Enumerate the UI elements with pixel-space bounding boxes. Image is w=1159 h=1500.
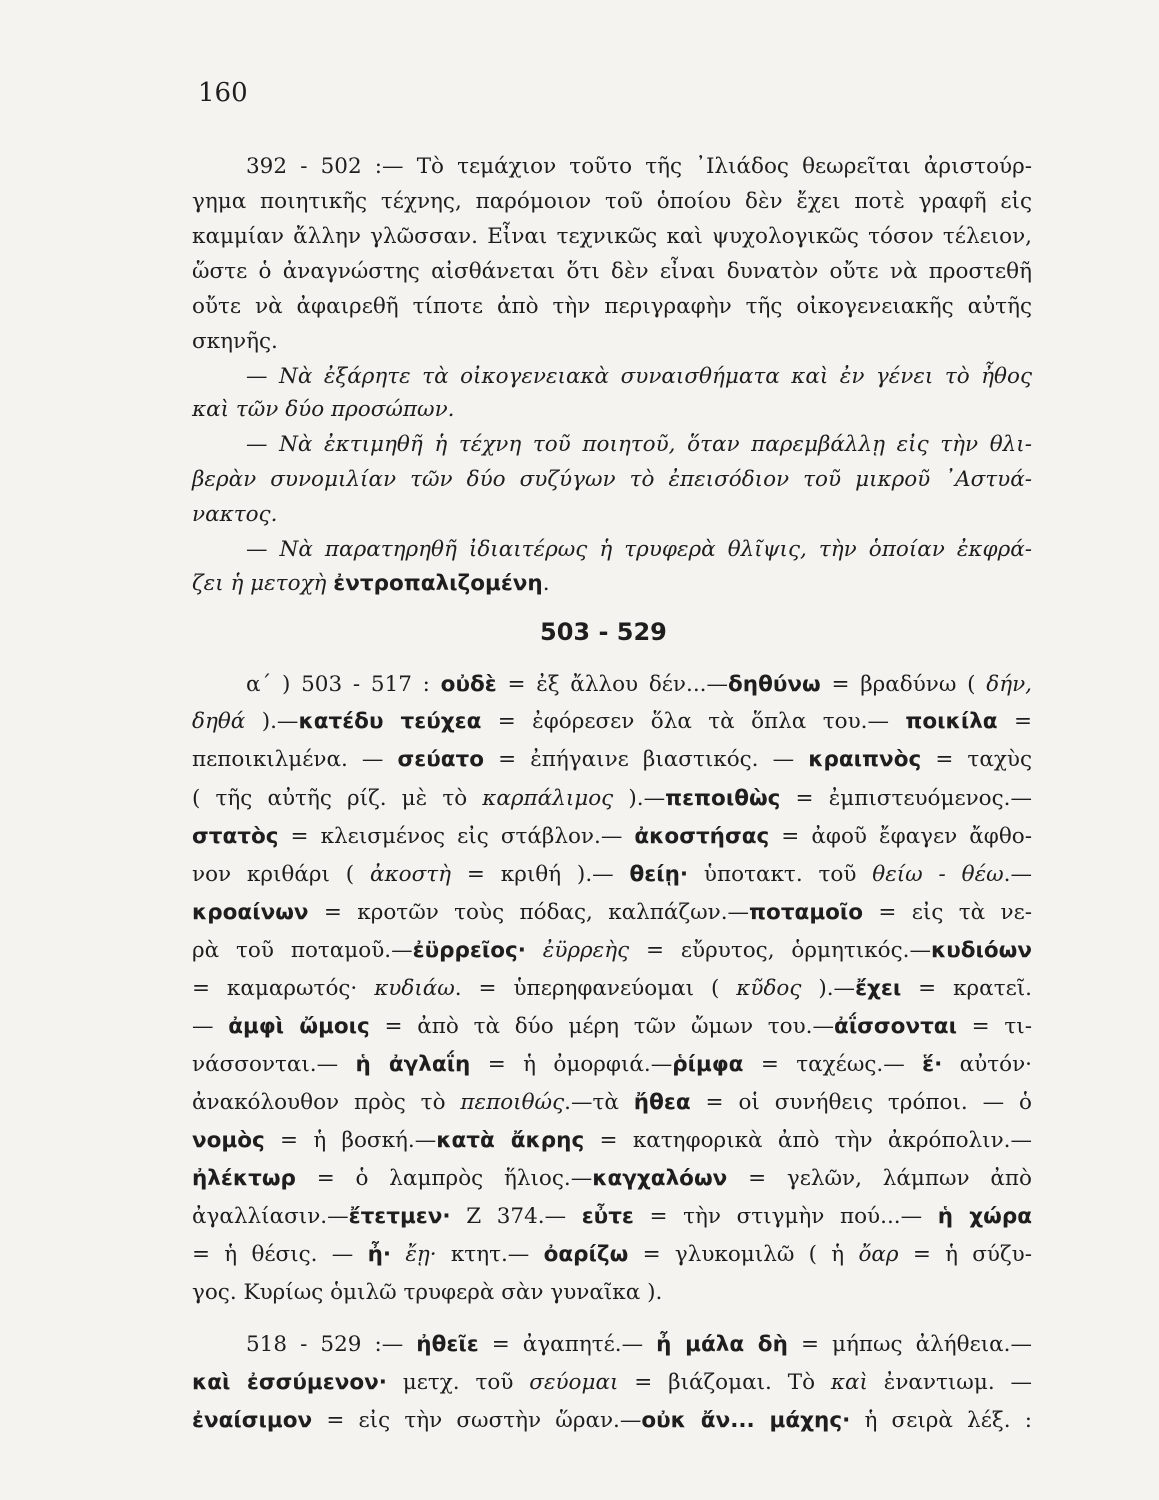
text-segment: .—τὰ bbox=[564, 1090, 634, 1115]
bold-term: σεύατο bbox=[397, 747, 485, 772]
italic-text: ἐϋρρεὴς bbox=[542, 938, 630, 963]
text-line bbox=[192, 782, 1032, 816]
text-segment: ἀγαλλίασιν.— bbox=[192, 1204, 349, 1229]
text-segment: οὔτε νὰ ἀφαιρεθῆ τίποτε ἀπὸ τὴν περιγραφὴν τῆς οἰκογενειακῆς αὐτῆς bbox=[192, 294, 1032, 319]
italic-text: νακτος. bbox=[192, 502, 278, 527]
text-segment: = bbox=[997, 709, 1033, 734]
text-line bbox=[192, 820, 1032, 854]
text-segment: = κριθή ).— bbox=[451, 862, 630, 887]
text-segment: κτητ.— bbox=[436, 1242, 544, 1267]
text-line bbox=[192, 220, 1032, 254]
italic-text: θείω - θέω bbox=[872, 862, 1004, 887]
bold-term: κατὰ ἄκρης bbox=[436, 1128, 585, 1153]
text-line bbox=[246, 1328, 1032, 1362]
text-line bbox=[192, 896, 1032, 930]
text-segment: = βιάζομαι. Τὸ bbox=[618, 1370, 831, 1395]
bold-term: δηθύνω bbox=[728, 672, 821, 697]
text-line bbox=[192, 1276, 1032, 1310]
bold-term: θείῃ· bbox=[629, 862, 689, 887]
bold-term: νομὸς bbox=[192, 1128, 265, 1153]
text-segment: = καμαρωτός· bbox=[192, 976, 375, 1001]
italic-text: σεύομαι bbox=[529, 1370, 619, 1395]
italic-text: βερὰν συνομιλίαν τῶν δύο συζύγων τὸ ἐπεισόδιον τοῦ μικροῦ ᾿Αστυά- bbox=[192, 467, 1032, 492]
text-segment: = κρατεῖ. bbox=[901, 976, 1032, 1001]
text-segment: ὥστε ὁ ἀναγνώστης αἰσθάνεται ὅτι δὲν εἶναι δυνατὸν οὔτε νὰ προστεθῆ bbox=[192, 259, 1032, 284]
text-line bbox=[192, 1086, 1032, 1120]
text-line bbox=[192, 705, 1032, 739]
text-segment: ὑποτακτ. τοῦ bbox=[688, 862, 873, 887]
text-segment: = ἐξ ἄλλου δέν...— bbox=[496, 672, 728, 697]
bold-term: καγχαλόων bbox=[592, 1166, 728, 1191]
text-segment: = εἰς τὰ νε- bbox=[863, 900, 1032, 925]
text-segment: = βραδύνω ( bbox=[820, 672, 987, 697]
text-line bbox=[192, 393, 1032, 427]
bold-term: ποικίλα bbox=[905, 709, 998, 734]
text-line bbox=[192, 1048, 1032, 1082]
text-segment: ἐναντιωμ. — bbox=[867, 1370, 1033, 1395]
text-line bbox=[192, 463, 1032, 497]
text-segment: ).— bbox=[613, 786, 666, 811]
bold-term: ῥίμφα bbox=[672, 1052, 744, 1077]
italic-text: ὄαρ bbox=[858, 1242, 899, 1267]
text-segment: σκηνῆς. bbox=[192, 329, 278, 354]
text-segment: Ζ 374.— bbox=[450, 1204, 582, 1229]
text-segment bbox=[526, 938, 543, 963]
bold-term: πεποιθὼς bbox=[665, 786, 781, 811]
text-line bbox=[192, 1162, 1032, 1196]
text-line bbox=[246, 533, 1032, 567]
italic-text: ἀκοστὴ bbox=[370, 862, 452, 887]
italic-text: — Νὰ ἐξάρητε τὰ οἰκογενειακὰ συναισθήματα καὶ ἐν γένει τὸ ἦθος bbox=[246, 364, 1032, 389]
text-segment: . bbox=[542, 571, 550, 596]
text-segment: = οἱ συνήθεις τρόποι. — ὁ bbox=[690, 1090, 1032, 1115]
bold-term: κραιπνὸς bbox=[808, 747, 922, 772]
text-segment: ρὰ τοῦ ποταμοῦ.— bbox=[192, 938, 413, 963]
text-segment: μετχ. τοῦ bbox=[386, 1370, 530, 1395]
italic-text: καὶ bbox=[830, 1370, 868, 1395]
bold-term: ἠλέκτωρ bbox=[192, 1166, 296, 1191]
text-segment: = ἐφόρεσεν ὅλα τὰ ὅπλα του.— bbox=[481, 709, 906, 734]
bold-term: ἦ· bbox=[367, 1242, 392, 1267]
bold-term: ἡ χώρα bbox=[937, 1204, 1032, 1229]
text-segment: = ἡ σύζυ- bbox=[898, 1242, 1032, 1267]
text-line bbox=[192, 498, 1032, 532]
bold-term: ἀΐσσονται bbox=[834, 1014, 957, 1039]
text-line bbox=[192, 1200, 1032, 1234]
bold-term: ποταμοῖο bbox=[749, 900, 864, 925]
text-line bbox=[246, 360, 1032, 394]
italic-text: καρπάλιμος bbox=[482, 786, 614, 811]
text-segment: = ταχὺς bbox=[921, 747, 1032, 772]
bold-term: ἐϋρρεῖος· bbox=[412, 938, 526, 963]
text-line bbox=[192, 858, 1032, 892]
text-line bbox=[246, 428, 1032, 462]
text-segment: = κροτῶν τοὺς πόδας, καλπάζων.— bbox=[308, 900, 750, 925]
text-segment: — bbox=[192, 1014, 229, 1039]
text-segment: 518 - 529 :— bbox=[246, 1332, 417, 1357]
text-line bbox=[192, 934, 1032, 968]
italic-text: — Νὰ ἐκτιμηθῆ ἡ τέχνη τοῦ ποιητοῦ, ὅταν παρεμβάλλῃ εἰς τὴν θλι- bbox=[246, 432, 1032, 457]
text-line bbox=[192, 255, 1032, 289]
text-segment: = ἐμπιστευόμενος.— bbox=[780, 786, 1032, 811]
text-segment: = γελῶν, λάμπων ἀπὸ bbox=[727, 1166, 1032, 1191]
text-line bbox=[192, 290, 1032, 324]
bold-term: ἔτετμεν· bbox=[348, 1204, 451, 1229]
text-segment: = ἡ βοσκή.— bbox=[264, 1128, 437, 1153]
bold-term: κροαίνων bbox=[192, 900, 309, 925]
bold-term: ἦ μάλα δὴ bbox=[656, 1332, 788, 1357]
bold-term: οὐκ ἄν... μάχης· bbox=[641, 1408, 851, 1433]
text-line bbox=[192, 1238, 1032, 1272]
bold-term: ὀαρίζω bbox=[543, 1242, 629, 1267]
bold-term: ἠθεῖε bbox=[416, 1332, 479, 1357]
italic-text: καὶ τῶν δύο προσώπων. bbox=[192, 397, 455, 422]
text-segment: = μήπως ἀλήθεια.— bbox=[787, 1332, 1033, 1357]
text-segment: = ἡ ὀμορφιά.— bbox=[470, 1052, 673, 1077]
italic-text: κυδιάω bbox=[374, 976, 455, 1001]
text-segment: νάσσονται.— bbox=[192, 1052, 356, 1077]
text-line bbox=[246, 150, 1032, 184]
italic-text: ζει ἡ μετοχὴ bbox=[192, 571, 334, 596]
bold-term: ἐναίσιμον bbox=[192, 1408, 313, 1433]
text-segment: = εὔρυτος, ὁρμητικός.— bbox=[629, 938, 931, 963]
text-segment: γημα ποιητικῆς τέχνης, παρόμοιον τοῦ ὁποίου δὲν ἔχει ποτὲ γραφῆ εἰς bbox=[192, 189, 1032, 214]
text-segment: καμμίαν ἄλλην γλῶσσαν. Εἶναι τεχνικῶς καὶ ψυχολογικῶς τόσον τέλειον, bbox=[192, 224, 1032, 249]
text-segment: = ἡ θέσις. — bbox=[192, 1242, 368, 1267]
text-line bbox=[246, 668, 1032, 702]
text-line bbox=[192, 185, 1032, 219]
text-segment: αὐτόν· bbox=[942, 1052, 1032, 1077]
bold-term: καὶ ἐσσύμενον· bbox=[192, 1370, 387, 1395]
text-line bbox=[192, 567, 1032, 601]
text-segment: = ὁ λαμπρὸς ἥλιος.— bbox=[295, 1166, 593, 1191]
text-segment: = τὴν στιγμὴν πού...— bbox=[633, 1204, 938, 1229]
text-segment: ( τῆς αὐτῆς ρίζ. μὲ τὸ bbox=[192, 786, 483, 811]
bold-term: ἐντροπαλιζομένη bbox=[333, 571, 543, 596]
bold-term: ἀμφὶ ὤμοις bbox=[228, 1014, 370, 1039]
text-segment: 392 - 502 :— Τὸ τεμάχιον τοῦτο τῆς ᾿Ιλιάδος θεωρεῖται ἀριστούρ- bbox=[246, 154, 1032, 179]
text-line bbox=[192, 1010, 1032, 1044]
text-segment: . = ὑπερηφανεύομαι ( bbox=[454, 976, 737, 1001]
italic-text: ἔῃ· bbox=[405, 1242, 437, 1267]
text-segment: = ἐπήγαινε βιαστικός. — bbox=[484, 747, 809, 772]
text-segment: .— bbox=[1003, 862, 1033, 887]
text-segment bbox=[391, 1242, 405, 1267]
section-heading: 503 - 529 bbox=[540, 618, 667, 646]
text-segment: ).— bbox=[245, 709, 299, 734]
text-segment: = εἰς τὴν σωστὴν ὥραν.— bbox=[312, 1408, 642, 1433]
italic-text: δήν, bbox=[986, 672, 1032, 697]
italic-text: κῦδος bbox=[736, 976, 802, 1001]
bold-term: ἕ· bbox=[922, 1052, 943, 1077]
bold-term: ἀκοστήσας bbox=[634, 824, 770, 849]
text-segment: = τι- bbox=[956, 1014, 1032, 1039]
text-segment: = κατηφορικὰ ἀπὸ τὴν ἀκρόπολιν.— bbox=[584, 1128, 1032, 1153]
page-number: 160 bbox=[198, 78, 248, 108]
bold-term: κυδιόων bbox=[930, 938, 1032, 963]
text-segment: πεποικιλμένα. — bbox=[192, 747, 398, 772]
text-segment: = γλυκομιλῶ ( ἡ bbox=[628, 1242, 859, 1267]
bold-term: ἔχει bbox=[855, 976, 902, 1001]
text-line bbox=[192, 325, 1032, 359]
text-line bbox=[192, 1404, 1032, 1438]
bold-term: ἡ ἀγλαΐη bbox=[355, 1052, 471, 1077]
text-line bbox=[192, 1124, 1032, 1158]
text-segment: νον κριθάρι ( bbox=[192, 862, 371, 887]
text-segment: = κλεισμένος εἰς στάβλον.— bbox=[278, 824, 635, 849]
bold-term: κατέδυ τεύχεα bbox=[298, 709, 482, 734]
bold-term: στατὸς bbox=[192, 824, 279, 849]
text-line bbox=[192, 972, 1032, 1006]
text-segment: ἡ σειρὰ λέξ. : bbox=[850, 1408, 1032, 1433]
bold-term: οὐδὲ bbox=[440, 672, 497, 697]
bold-term: ἤθεα bbox=[633, 1090, 691, 1115]
italic-text: πεποιθώς bbox=[460, 1090, 565, 1115]
text-segment: = ἀγαπητέ.— bbox=[478, 1332, 657, 1357]
italic-text: δηθά bbox=[192, 709, 246, 734]
text-segment: = ἀφοῦ ἔφαγεν ἄφθο- bbox=[769, 824, 1032, 849]
text-segment: γος. Κυρίως ὁμιλῶ τρυφερὰ σὰν γυναῖκα ). bbox=[192, 1280, 663, 1305]
text-line bbox=[192, 743, 1032, 777]
italic-text: — Νὰ παρατηρηθῆ ἰδιαιτέρως ἡ τρυφερὰ θλῖψις, τὴν ὁποίαν ἐκφρά- bbox=[246, 537, 1032, 562]
text-segment: α΄ ) 503 - 517 : bbox=[246, 672, 441, 697]
text-segment: ἀνακόλουθον πρὸς τὸ bbox=[192, 1090, 461, 1115]
bold-term: εὖτε bbox=[581, 1204, 634, 1229]
text-segment: = ἀπὸ τὰ δύο μέρη τῶν ὤμων του.— bbox=[369, 1014, 835, 1039]
text-segment: ).— bbox=[801, 976, 856, 1001]
text-line bbox=[192, 1366, 1032, 1400]
text-segment: = ταχέως.— bbox=[743, 1052, 923, 1077]
